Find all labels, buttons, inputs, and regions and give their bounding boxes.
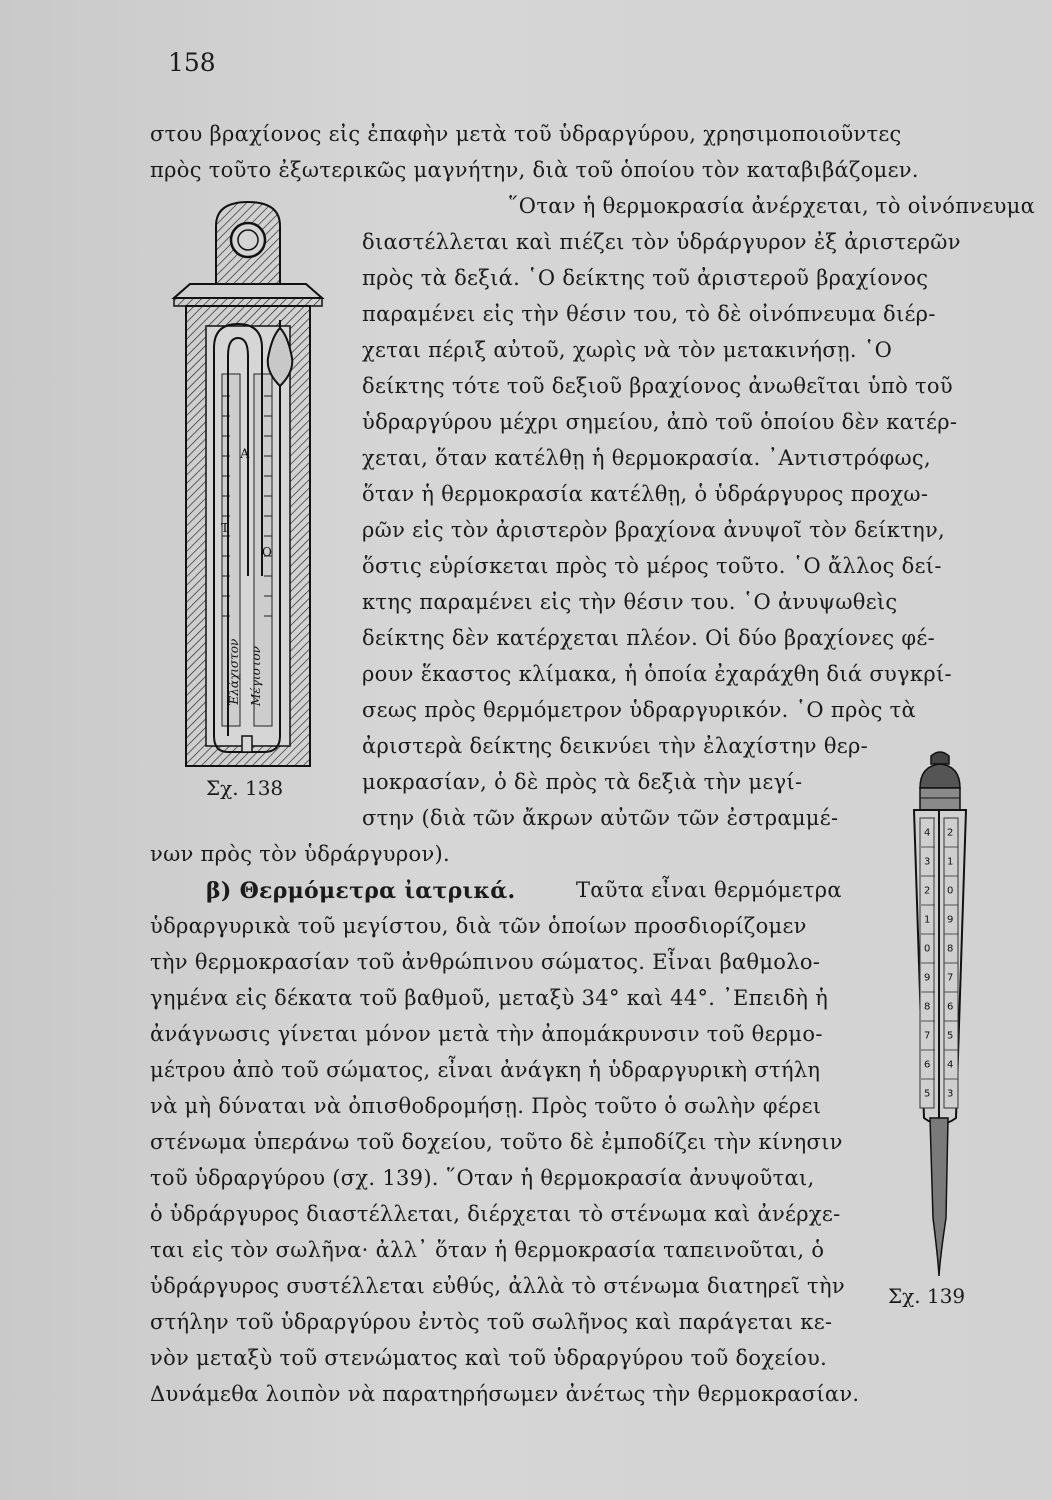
scale-number: 8	[924, 1001, 931, 1013]
text-line: ὅταν ἡ θερμοκρασία κατέλθῃ, ὁ ὑδράργυρος προχω-	[362, 482, 929, 506]
text-line: γημένα εἰς δέκατα τοῦ βαθμοῦ, μεταξὺ 34° καὶ 44°. ᾿Επειδὴ ἡ	[150, 986, 829, 1010]
text-line: ὅστις εὑρίσκεται πρὸς τὸ μέρος τοῦτο. ῾Ο ἄλλος δεί-	[362, 554, 942, 578]
figure-138-minmax-thermometer	[168, 196, 328, 786]
text-line: στην (διὰ τῶν ἄκρων αὐτῶν τῶν ἐστραμμέ-	[362, 806, 839, 830]
text-line: πρὸς τοῦτο ἐξωτερικῶς μαγνήτην, διὰ τοῦ ὁποίου τὸν καταβιβάζομεν.	[150, 158, 919, 182]
text-line: διαστέλλεται καὶ πιέζει τὸν ὑδράργυρον ἐξ ἀριστερῶν	[362, 230, 961, 254]
text-line: χεται πέριξ αὐτοῦ, χωρὶς νὰ τὸν μετακινήσῃ. ῾Ο	[362, 338, 893, 362]
scale-number: 3	[924, 856, 931, 868]
text-line: νων πρὸς τὸν ὑδράργυρον).	[150, 842, 450, 866]
text-line: ὑδραργυρικὰ τοῦ μεγίστου, διὰ τῶν ὁποίων προσδιορίζομεν	[150, 914, 807, 938]
text-line: δείκτης δὲν κατέρχεται πλέον. Οἱ δύο βραχίονες φέ-	[362, 626, 935, 650]
text-line: ρῶν εἰς τὸν ἀριστερὸν βραχίονα ἀνυψοῖ τὸν δείκτην,	[362, 518, 946, 542]
text-line: τοῦ ὑδραργύρου (σχ. 139). ῞Οταν ἡ θερμοκρασία ἀνυψοῦται,	[150, 1166, 815, 1190]
scale-number: 3	[947, 1088, 954, 1100]
text-line: Δυνάμεθα λοιπὸν νὰ παρατηρήσωμεν ἀνέτως τὴν θερμοκρασίαν.	[150, 1382, 860, 1406]
scale-number: 0	[947, 885, 954, 897]
scale-number: 9	[924, 972, 931, 984]
text-line: σεως πρὸς θερμόμετρον ὑδραργυρικόν. ῾Ο πρὸς τὰ	[362, 698, 917, 722]
text-line: νὸν μεταξὺ τοῦ στενώματος καὶ τοῦ ὑδραργύρου τοῦ δοχείου.	[150, 1346, 828, 1370]
text-line: νὰ μὴ δύναται νὰ ὀπισθοδρομήσῃ. Πρὸς τοῦτο ὁ σωλὴν φέρει	[150, 1094, 822, 1118]
scale-number: 2	[924, 885, 931, 897]
text-line: ῞Οταν ἡ θερμοκρασία ἀνέρχεται, τὸ οἰνόπνευμα	[508, 194, 1036, 218]
scale-number: 7	[924, 1030, 931, 1042]
figure-139-caption: Σχ. 139	[888, 1284, 966, 1308]
text-line: ὑδραργύρου μέχρι σημείου, ἀπὸ τοῦ ὁποίου δὲν κατέρ-	[362, 410, 958, 434]
text-line: μοκρασίαν, ὁ δὲ πρὸς τὰ δεξιὰ τὴν μεγί-	[362, 770, 803, 794]
scale-number: 0	[924, 943, 931, 955]
text-line: τὴν θερμοκρασίαν τοῦ ἀνθρώπινου σώματος. Εἶναι βαθμολο-	[150, 950, 821, 974]
section-heading: β) Θερμόμετρα ἰατρικά.	[206, 878, 516, 904]
text-line: παραμένει εἰς τὴν θέσιν του, τὸ δὲ οἰνόπνευμα διέρ-	[362, 302, 936, 326]
scale-number: 5	[947, 1030, 954, 1042]
scale-number: 6	[947, 1001, 954, 1013]
text-line: κτης παραμένει εἰς τὴν θέσιν του. ῾Ο ἀνυψωθεὶς	[362, 590, 898, 614]
label-minimum: Ἐλάχιστον	[227, 638, 241, 706]
text-line: στου βραχίονος εἰς ἐπαφὴν μετὰ τοῦ ὑδραργύρου, χρησιμοποιοῦντες	[150, 122, 902, 146]
text-line: ὁ ὑδράργυρος διαστέλλεται, διέρχεται τὸ στένωμα καὶ ἀνέρχε-	[150, 1202, 841, 1226]
text-line: ρουν ἕκαστος κλίμακα, ἡ ὁποία ἐχαράχθη διά συγκρί-	[362, 662, 952, 686]
scale-number: 4	[947, 1059, 954, 1071]
text-line: ὑδράργυρος συστέλλεται εὐθύς, ἀλλὰ τὸ στένωμα διατηρεῖ τὴν	[150, 1274, 845, 1298]
label-t: T	[221, 521, 230, 535]
page-number: 158	[168, 48, 216, 77]
scale-number: 1	[924, 914, 931, 926]
scale-number: 8	[947, 943, 954, 955]
text-line: ται εἰς τὸν σωλῆνα· ἀλλ᾿ ὅταν ἡ θερμοκρασία ταπεινοῦται, ὁ	[150, 1238, 825, 1262]
scale-number: 7	[947, 972, 954, 984]
figure-138-caption: Σχ. 138	[206, 776, 284, 800]
text-line: ἀριστερὰ δείκτης δεικνύει τὴν ἐλαχίστην θερ-	[362, 734, 869, 758]
scale-number: 5	[924, 1088, 931, 1100]
scale-number: 4	[924, 827, 931, 839]
scale-number: 9	[947, 914, 954, 926]
scale-number: 2	[947, 827, 954, 839]
text-line: Ταῦτα εἶναι θερμόμετρα	[576, 878, 842, 902]
text-line: πρὸς τὰ δεξιά. ῾Ο δείκτης τοῦ ἀριστεροῦ βραχίονος	[362, 266, 929, 290]
label-o: O	[262, 545, 272, 559]
figure-139-clinical-thermometer	[900, 748, 980, 1288]
text-line: δείκτης τότε τοῦ δεξιοῦ βραχίονος ἀνωθεῖται ὑπὸ τοῦ	[362, 374, 953, 398]
text-line: χεται, ὅταν κατέλθῃ ἡ θερμοκρασία. ᾿Αντιστρόφως,	[362, 446, 931, 470]
text-line: στένωμα ὑπεράνω τοῦ δοχείου, τοῦτο δὲ ἐμποδίζει τὴν κίνησιν	[150, 1130, 843, 1154]
text-line: μέτρου ἀπὸ τοῦ σώματος, εἶναι ἀνάγκη ἡ ὑδραργυρικὴ στήλη	[150, 1058, 821, 1082]
text-line: στήλην τοῦ ὑδραργύρου ἐντὸς τοῦ σωλῆνος καὶ παράγεται κε-	[150, 1310, 833, 1334]
scale-number: 6	[924, 1059, 931, 1071]
text-line: ἀνάγνωσις γίνεται μόνον μετὰ τὴν ἀπομάκρυνσιν τοῦ θερμο-	[150, 1022, 823, 1046]
label-maximum: Μέγιστον	[249, 646, 263, 706]
label-a: A	[240, 447, 250, 462]
scale-number: 1	[947, 856, 954, 868]
